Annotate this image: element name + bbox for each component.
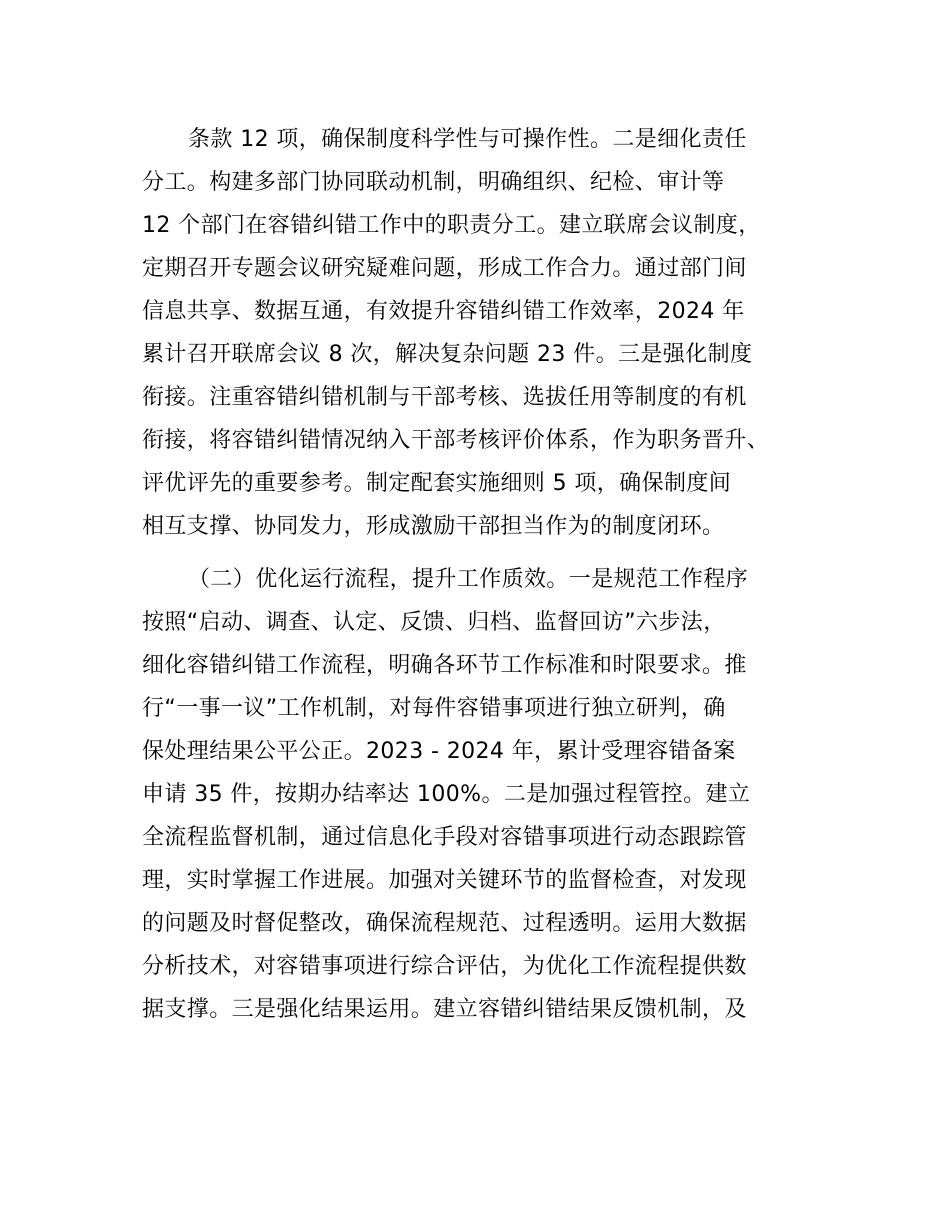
paragraph-line: 分析技术，对容错事项进行综合评估，为优化工作流程提供数 <box>142 954 747 979</box>
paragraph-line: 全流程监督机制，通过信息化手段对容错事项进行动态跟踪管 <box>142 825 747 850</box>
paragraph-line: 12 个部门在容错纠错工作中的职责分工。建立联席会议制度， <box>142 213 761 238</box>
paragraph-line: 条款 12 项，确保制度科学性与可操作性。二是细化责任 <box>188 127 747 152</box>
paragraph-line: 评优评先的重要参考。制定配套实施细则 5 项，确保制度间 <box>142 471 732 496</box>
paragraph-line: 按照“启动、调查、认定、反馈、归档、监督回访”六步法， <box>142 610 726 635</box>
paragraph-line: 衔接。注重容错纠错机制与干部考核、选拔任用等制度的有机 <box>142 385 747 410</box>
paragraph-line: 信息共享、数据互通，有效提升容错纠错工作效率，2024 年 <box>142 299 745 324</box>
section-heading-line: （二）优化运行流程，提升工作质效。一是规范工作程序 <box>188 567 749 592</box>
paragraph-line: 分工。构建多部门协同联动机制，明确组织、纪检、审计等 <box>142 170 725 195</box>
paragraph-line: 的问题及时督促整改，确保流程规范、过程透明。运用大数据 <box>142 911 747 936</box>
paragraph-line: 理，实时掌握工作进展。加强对关键环节的监督检查，对发现 <box>142 868 747 893</box>
paragraph-line: 行“一事一议”工作机制，对每件容错事项进行独立研判，确 <box>142 696 726 721</box>
paragraph-line: 衔接，将容错纠错情况纳入干部考核评价体系，作为职务晋升、 <box>142 428 770 453</box>
paragraph-line: 据支撑。三是强化结果运用。建立容错纠错结果反馈机制，及 <box>142 997 747 1022</box>
paragraph-line: 相互支撑、协同发力，形成激励干部担当作为的制度闭环。 <box>142 514 725 539</box>
paragraph-line: 细化容错纠错工作流程，明确各环节工作标准和时限要求。推 <box>142 653 747 678</box>
paragraph-line: 累计召开联席会议 8 次，解决复杂问题 23 件。三是强化制度 <box>142 342 753 367</box>
paragraph-line: 定期召开专题会议研究疑难问题，形成工作合力。通过部门间 <box>142 256 747 281</box>
paragraph-line: 申请 35 件，按期办结率达 100%。二是加强过程管控。建立 <box>142 782 751 807</box>
paragraph-line: 保处理结果公平公正。2023 - 2024 年，累计受理容错备案 <box>142 739 736 764</box>
